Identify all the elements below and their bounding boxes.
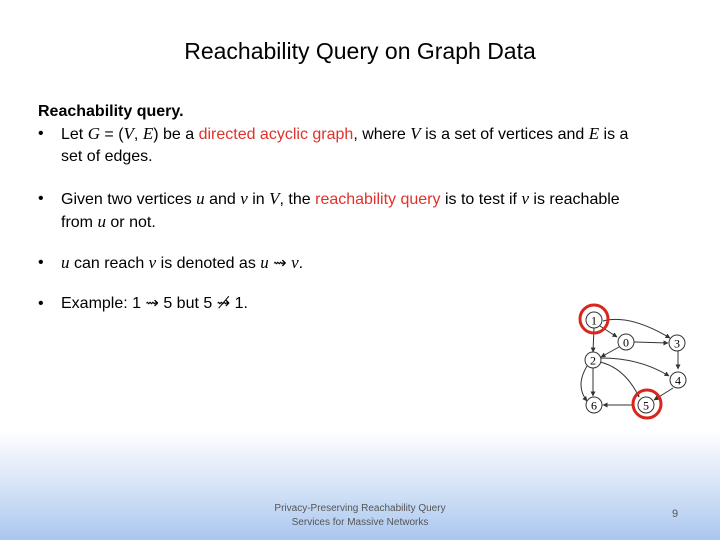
text: is a set of vertices and bbox=[420, 126, 589, 143]
node-0 bbox=[618, 334, 634, 350]
reach-arrow: ⇝ bbox=[268, 255, 292, 272]
bullet-dot: • bbox=[38, 254, 44, 271]
example-text: Example: 1 ⇝ 5 but 5 ⇝̸ 1. bbox=[61, 295, 248, 312]
node-label: 0 bbox=[623, 335, 629, 350]
math-v: v bbox=[240, 189, 248, 208]
node-label: 4 bbox=[675, 373, 681, 388]
math-g: G bbox=[87, 124, 100, 143]
bullet-query bbox=[38, 188, 668, 234]
slide-title: Reachability Query on Graph Data bbox=[184, 38, 536, 64]
node-label: 6 bbox=[591, 398, 597, 413]
text: Given two vertices bbox=[61, 191, 197, 208]
text: is reachable bbox=[528, 191, 620, 208]
node-label: 5 bbox=[643, 398, 649, 413]
text: is a bbox=[599, 126, 629, 143]
node-label: 3 bbox=[674, 336, 680, 351]
edge-2-5 bbox=[600, 362, 639, 397]
dag-graph-figure bbox=[570, 296, 695, 421]
bullet-notation bbox=[38, 252, 668, 275]
footer-line-2: Services for Massive Networks bbox=[291, 517, 429, 528]
text: , where bbox=[353, 126, 411, 143]
slide-footer bbox=[240, 502, 480, 530]
text: , bbox=[133, 126, 143, 143]
text: from bbox=[61, 214, 98, 231]
bullet-dot: • bbox=[38, 295, 44, 312]
text: is to test if bbox=[440, 191, 522, 208]
text: in bbox=[247, 191, 270, 208]
bullet-definition bbox=[38, 123, 668, 168]
section-heading: Reachability query. bbox=[38, 103, 184, 120]
text: be a bbox=[158, 126, 199, 143]
node-6 bbox=[586, 397, 602, 413]
text: ) bbox=[153, 126, 159, 143]
math-u: u bbox=[61, 253, 70, 272]
text: set of edges. bbox=[61, 148, 153, 165]
node-4 bbox=[670, 372, 686, 388]
bullet-dot: • bbox=[38, 190, 44, 207]
math-v: V bbox=[269, 189, 280, 208]
highlight-reachability-query: reachability query bbox=[315, 191, 441, 208]
math-e: E bbox=[588, 124, 600, 143]
highlight-dag: directed acyclic graph bbox=[198, 126, 354, 143]
math-u: u bbox=[196, 189, 205, 208]
edge-0-2 bbox=[601, 347, 619, 357]
math-v: v bbox=[291, 253, 299, 272]
math-v: v bbox=[521, 189, 529, 208]
text: and bbox=[204, 191, 241, 208]
text: or not. bbox=[105, 214, 156, 231]
math-u: u bbox=[97, 212, 106, 231]
text: Let bbox=[61, 126, 88, 143]
node-1 bbox=[586, 312, 602, 328]
math-v: V bbox=[123, 124, 134, 143]
math-v: v bbox=[148, 253, 157, 272]
edge-0-3 bbox=[634, 342, 668, 343]
node-label: 1 bbox=[591, 313, 597, 328]
text: can reach bbox=[69, 255, 149, 272]
bullet-dot: • bbox=[38, 125, 44, 142]
slide-content bbox=[38, 101, 668, 315]
node-5 bbox=[638, 397, 654, 413]
math-v: V bbox=[410, 124, 421, 143]
edge-2-6b bbox=[581, 366, 587, 401]
node-label: 2 bbox=[590, 353, 596, 368]
node-3 bbox=[669, 335, 685, 351]
text: . bbox=[298, 255, 304, 272]
node-2 bbox=[585, 352, 601, 368]
text: , the bbox=[279, 191, 316, 208]
footer-line-1: Privacy-Preserving Reachability Query bbox=[274, 503, 446, 514]
text: is denoted as bbox=[156, 255, 261, 272]
page-number: 9 bbox=[671, 508, 679, 520]
math-u: u bbox=[260, 253, 269, 272]
math-e: E bbox=[142, 124, 154, 143]
text: = ( bbox=[99, 126, 124, 143]
edge-1-3 bbox=[603, 319, 670, 338]
